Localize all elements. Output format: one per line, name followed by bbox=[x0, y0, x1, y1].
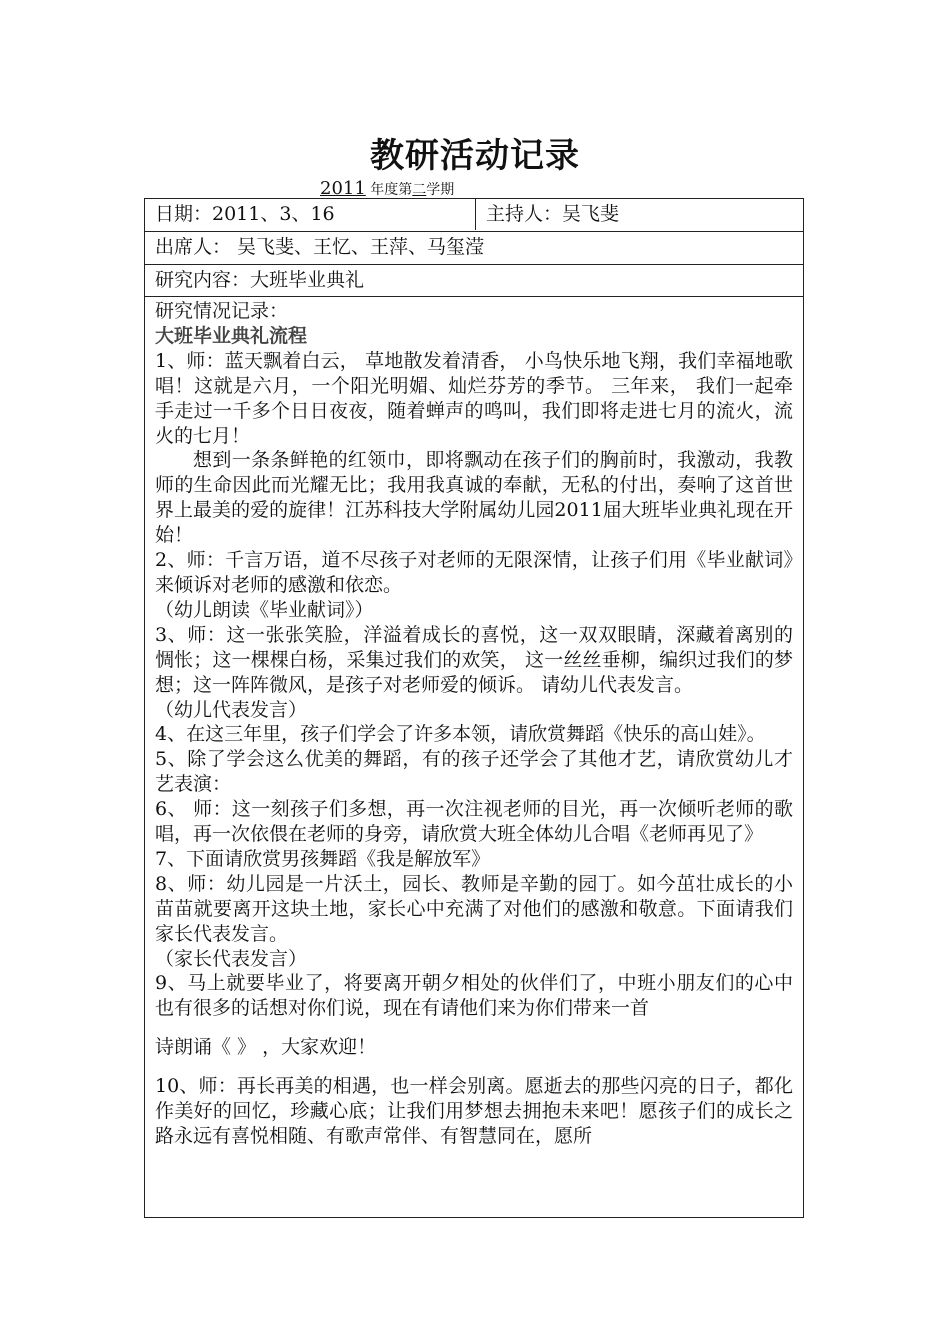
paragraph: 9、马上就要毕业了，将要离开朝夕相处的伙伴们了，中班小朋友们的心中也有很多的话想对你们说，现在有请他们来为你们带来一首 bbox=[155, 972, 793, 1020]
paragraph: （家长代表发言） bbox=[155, 947, 308, 970]
topic-field: 研究内容：大班毕业典礼 bbox=[155, 269, 365, 291]
paragraph: （幼儿朗读《毕业献词》） bbox=[155, 598, 374, 621]
paragraph: 诗朗诵《 》 ，大家欢迎！ bbox=[155, 1036, 377, 1059]
paragraph: 5、除了学会这么优美的舞蹈，有的孩子还学会了其他才艺，请欣赏幼儿才艺表演： bbox=[155, 748, 793, 796]
term-end: 学期 bbox=[426, 182, 455, 198]
term-number: 二 bbox=[412, 182, 427, 198]
host-field: 主持人：吴飞斐 bbox=[475, 199, 619, 230]
attendees-row bbox=[145, 232, 803, 265]
flow-title: 大班毕业典礼流程 bbox=[155, 324, 308, 347]
paragraph: 2、师：千言万语，道不尽孩子对老师的无限深情，让孩子们用《毕业献词》来倾诉对老师的感激和依恋。 bbox=[155, 549, 793, 596]
paragraph: 1、师：蓝天飘着白云， 草地散发着清香， 小鸟快乐地飞翔，我们幸福地歌唱！这就是六月，一个阳光明媚、灿烂芬芳的季节。 三年来， 我们一起牵手走过一千多个日日夜夜，随着蝉声的鸣叫，我们即将走进七月的流火，流火的七月！ bbox=[155, 349, 793, 447]
paragraph: 6、 师：这一刻孩子们多想，再一次注视老师的目光，再一次倾听老师的歌唱，再一次依偎在老师的身旁，请欣赏大班全体幼儿合唱《老师再见了》 bbox=[155, 798, 793, 846]
paragraph: 想到一条条鲜艳的红领巾，即将飘动在孩子们的胸前时，我激动，我教师的生命因此而光耀无比；我用我真诚的奉献，无私的付出，奏响了这首世界上最美的爱的旋律！江苏科技大学附属幼儿园2011届大班毕业典礼现在开始！ bbox=[155, 449, 793, 547]
term-line bbox=[320, 178, 454, 199]
term-year: 2011 bbox=[320, 178, 366, 199]
date-field: 日期：2011、3、16 bbox=[155, 203, 335, 225]
record-label: 研究情况记录： bbox=[155, 300, 289, 322]
topic-row bbox=[145, 265, 803, 297]
date-host-row bbox=[145, 199, 803, 232]
attendees-field: 出席人： 吴飞斐、王忆、王萍、马玺滢 bbox=[155, 236, 485, 258]
paragraph: 10、师：再长再美的相遇，也一样会别离。愿逝去的那些闪亮的日子，都化作美好的回忆，珍藏心底；让我们用梦想去拥抱未来吧！愿孩子们的成长之路永远有喜悦相随、有歌声常伴、有智慧同在，愿所 bbox=[155, 1075, 793, 1147]
page-title: 教研活动记录 bbox=[370, 136, 580, 176]
paragraph: 7、下面请欣赏男孩舞蹈《我是解放军》 bbox=[155, 847, 491, 870]
term-middle: 年度第 bbox=[370, 182, 413, 198]
paragraph: （幼儿代表发言） bbox=[155, 698, 308, 721]
record-table bbox=[144, 198, 804, 1218]
paragraph: 8、师：幼儿园是一片沃土，园长、教师是辛勤的园丁。如今茁壮成长的小苗苗就要离开这块土地，家长心中充满了对他们的感激和敬意。下面请我们家长代表发言。 bbox=[155, 872, 793, 945]
paragraph: 4、在这三年里，孩子们学会了许多本领，请欣赏舞蹈《快乐的高山娃》。 bbox=[155, 723, 766, 746]
paragraph: 3、师：这一张张笑脸，洋溢着成长的喜悦，这一双双眼睛，深藏着离别的惆怅；这一棵棵白杨，采集过我们的欢笑， 这一丝丝垂柳，编织过我们的梦想；这一阵阵微风，是孩子对老师爱的倾诉。 请幼儿代表发言。 bbox=[155, 623, 793, 696]
record-body bbox=[145, 297, 803, 1217]
